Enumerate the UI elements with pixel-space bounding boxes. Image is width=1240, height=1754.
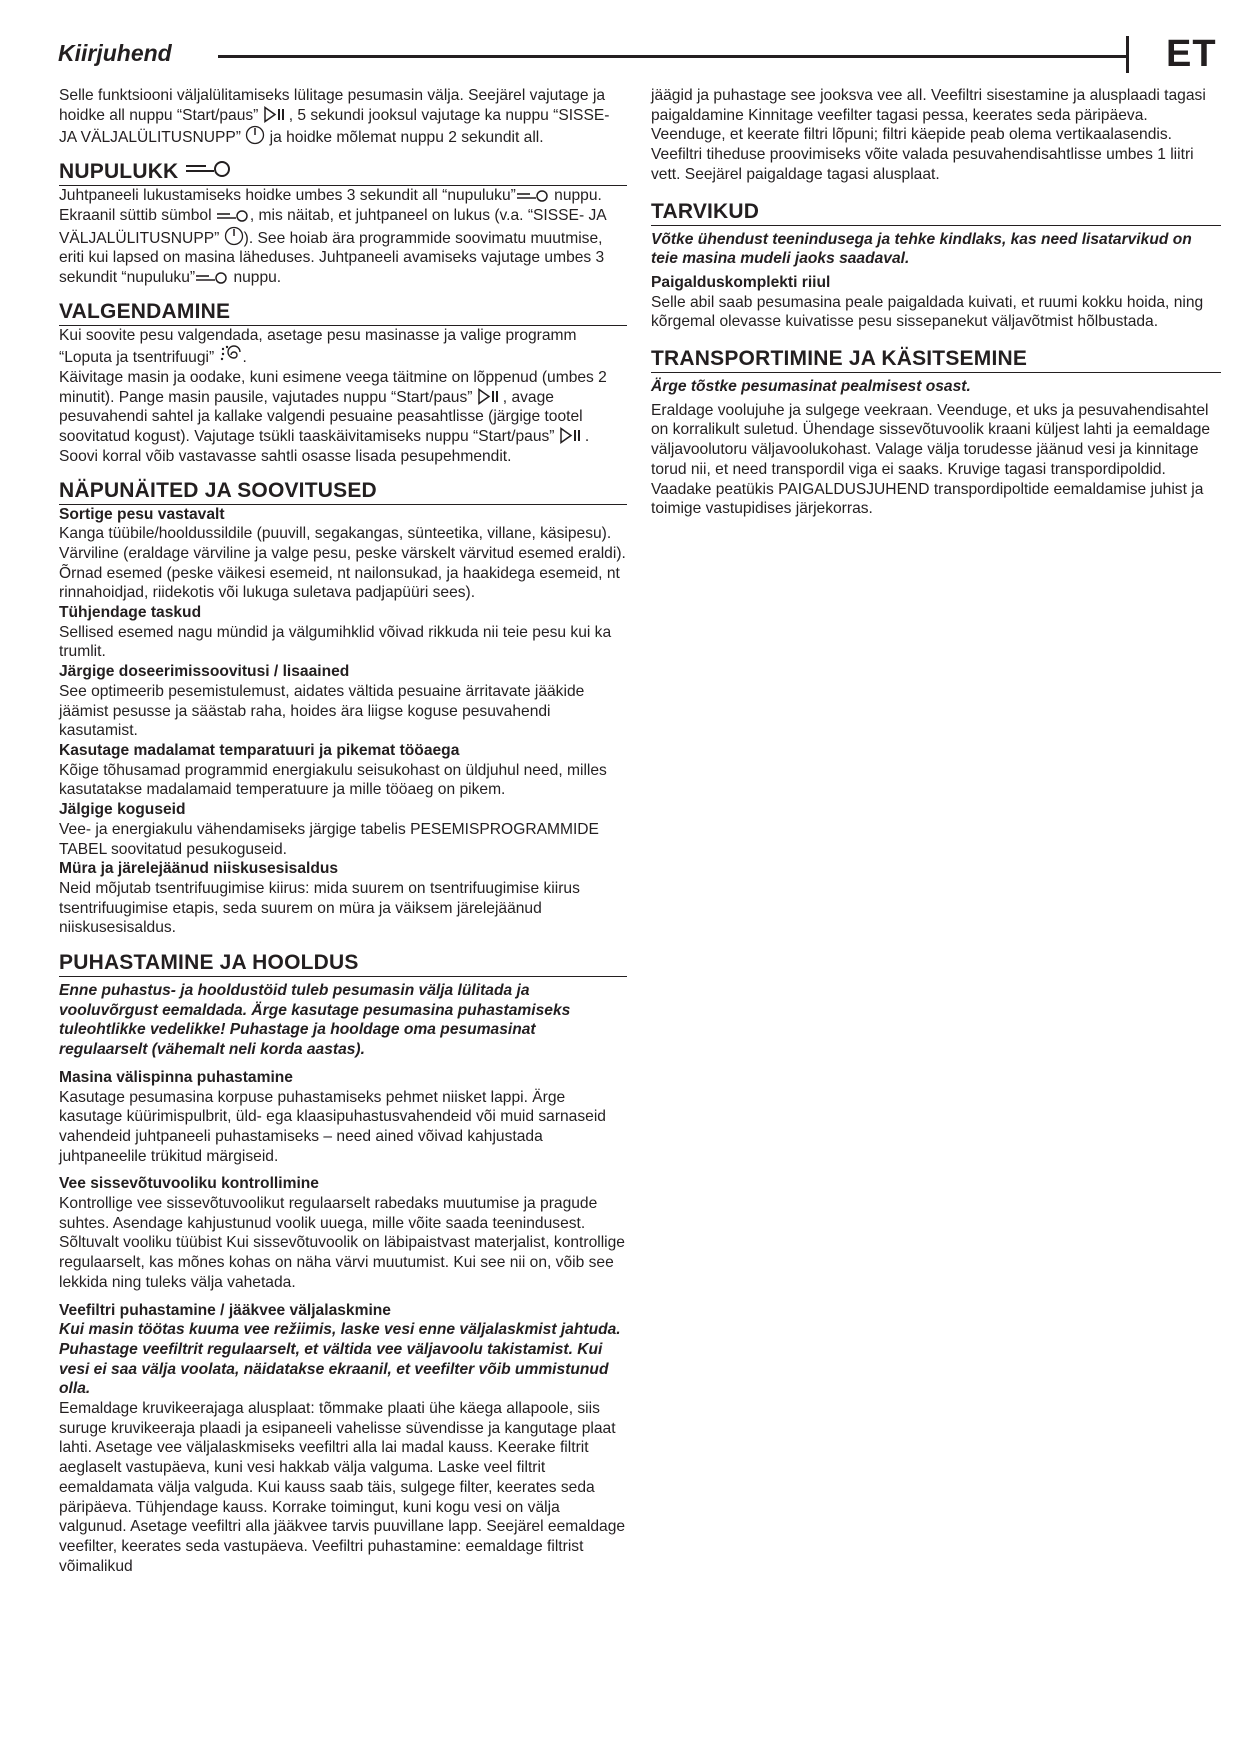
- tip-title: Kasutage madalamat temparatuuri ja pikemat tööaega: [59, 741, 460, 759]
- hose-check-text: Kontrollige vee sissevõtuvoolikut regulaarselt rabedaks muutumise ja pragude suhtes. Asendage kahjustunud voolik uuega, mille võite saada teenindusest. Sõltuvalt vooliku tüübist Kui sissevõtuvoolik on läbipaistvast materjalist, kontrollige regulaarselt, kas mõnes kohas on näha värvi muutumist. Kui see nii on, võib see lekkida ning tuleks välja vahetada.: [59, 1195, 625, 1291]
- filter-warning: Kui masin töötas kuuma vee režiimis, laske vesi enne väljalaskmist jahtuda. Puhastage veefiltrit regulaarselt, et vältida vee väljavoolu takistamist. Kui vesi ei saa välja voolata, näidatakse ekraanil, et veefilter võib ummistunud olla.: [59, 1321, 621, 1398]
- tip-text: See optimeerib pesemistulemust, aidates vältida pesuaine ärritavate jääkide jäämist pesusse ja säästab raha, hoides ära liigse koguse pesuvahendi kasutamist.: [59, 682, 585, 740]
- language-code: ET: [1166, 33, 1217, 75]
- play-pause-icon: [263, 106, 289, 123]
- stacking-kit-text: Selle abil saab pesumasina peale paigaldada kuivati, et ruumi kokku hoida, ning kõrgemal olevasse kuivatisse pesu sissepanekut väljavõtmist hõlbustada.: [651, 293, 1204, 331]
- valgendamine-paragraph-1: Kui soovite pesu valgendada, asetage pesu masinasse ja valige programm “Loputa ja tsentrifuugi” .: [59, 326, 577, 367]
- outer-cleaning-title: Masina välispinna puhastamine: [59, 1068, 293, 1086]
- section-heading-tarvikud: TARVIKUD: [651, 199, 1221, 226]
- tip-title: Müra ja järelejäänud niiskusesisaldus: [59, 860, 339, 878]
- section-heading-puhastamine: PUHASTAMINE JA HOOLDUS: [59, 950, 627, 977]
- right-column: [651, 86, 1221, 519]
- header-title: Kiirjuhend: [58, 40, 172, 66]
- key-lock-icon: [516, 189, 550, 203]
- valgendamine-paragraph-2: Käivitage masin ja oodake, kuni esimene veega täitmine on lõppenud (umbes 2 minutit). Pange masin pausile, vajutades nuppu “Start/paus” , avage pesuvahendi sahtel ja kallake valgendi pesuaine peasahtlisse (järgige tootel soovitatud kogust). Vajutage tsükli taaskäivitamiseks nuppu “Start/paus” .: [59, 369, 607, 446]
- tip-title: Jälgige koguseid: [59, 801, 186, 819]
- intro-paragraph: Selle funktsiooni väljalülitamiseks lülitage pesumasin välja. Seejärel vajutage ja hoidke all nuppu “Start/paus” , 5 sekundi jooksul vajutage ka nuppu “SISSE- JA VÄLJALÜLITUSNUPP” ja hoidke mõlemat nuppu 2 sekundit all.: [59, 87, 610, 147]
- hose-check-title: Vee sissevõtuvooliku kontrollimine: [59, 1175, 319, 1193]
- key-lock-icon: [216, 209, 250, 223]
- key-lock-icon: [184, 159, 232, 179]
- tip-text: Neid mõjutab tsentrifuugimise kiirus: mida suurem on tsentrifuugimise kiirus tsentrifuugimise etapis, seda suurem on müra ja väiksem järelejäänud niiskusesisaldus.: [59, 879, 580, 937]
- cleaning-warning: Enne puhastus- ja hooldustöid tuleb pesumasin välja lülitada ja vooluvõrgust eemaldada. Ärge kasutage pesumasina puhastamiseks tuleohtlikke vedelikke! Puhastage ja hooldage oma pesumasinat regulaarselt (vähemalt neli korda aastas).: [59, 982, 571, 1059]
- tip-title: Sortige pesu vastavalt: [59, 505, 225, 523]
- tip-text: Vee- ja energiakulu vähendamiseks järgige tabelis PESEMISPROGRAMMIDE TABEL soovitatud pesukoguseid.: [59, 820, 599, 858]
- power-icon: [245, 125, 265, 145]
- section-heading-nupulukk: NUPULUKK: [59, 159, 627, 186]
- tip-title: Järgige doseerimissoovitusi / lisaained: [59, 663, 350, 681]
- section-heading-napunaited: NÄPUNÄITED JA SOOVITUSED: [59, 478, 627, 505]
- tip-text: Kanga tüübile/hooldussildile (puuvill, segakangas, sünteetika, villane, käsipesu). Värviline (eraldage värviline ja valge pesu, peske värskelt värvitud esemed eraldi). Õrnad esemed (peske väikesi esemeid, nt nailonsukad, ja haakidega esemeid, nt rinnahoidjad, riidekotis või lukuga suletava padjapüüri sees).: [59, 525, 626, 602]
- valgendamine-paragraph-3: Soovi korral võib vastavasse sahtli osasse lisada pesupehmendit.: [59, 447, 512, 465]
- play-pause-icon: [477, 388, 503, 405]
- left-column: [59, 86, 627, 1576]
- section-heading-transport: TRANSPORTIMINE JA KÄSITSEMINE: [651, 346, 1221, 373]
- power-icon: [224, 226, 244, 246]
- filter-cleaning-text: Eemaldage kruvikeerajaga alusplaat: tõmmake plaati ühe käega allapoole, siis suruge kruvikeeraja plaadi ja esipaneeli vahelisse süvendisse ja kangutage plaat lahti. Asetage vee väljalaskmiseks veefiltri alla lai madal kauss. Keerake filtrit aeglaselt vastupäeva, kuni vesi hakkab välja valguma. Laske veel filtrit eemaldamata välja valguda. Kui kauss saab täis, sulgege filter, keerates seda päripäeva. Tühjendage kauss. Korrake toimingut, kuni kogu vesi on välja valgunud. Asetage veefiltri alla jääkvee tarvis puuvillane lapp. Seejärel eemaldage veefilter, keerates seda vastupäeva. Veefiltri puhastamine: eemaldage filtrist võimalikud: [59, 1400, 626, 1575]
- key-lock-icon: [195, 271, 229, 285]
- header-rule: [218, 55, 1128, 58]
- stacking-kit-title: Paigalduskomplekti riiul: [651, 273, 831, 291]
- section-heading-valgendamine: VALGENDAMINE: [59, 299, 627, 326]
- filter-cleaning-title: Veefiltri puhastamine / jääkvee väljalaskmine: [59, 1301, 391, 1319]
- tip-title: Tühjendage taskud: [59, 604, 202, 622]
- header-rule-end: [1126, 36, 1129, 73]
- accessories-note: Võtke ühendust teenindusega ja tehke kindlaks, kas need lisatarvikud on teie masina mudeli jaoks saadaval.: [651, 230, 1192, 268]
- filter-cleaning-continued: jäägid ja puhastage see jooksva vee all. Veefiltri sisestamine ja alusplaadi tagasi paigaldamine Kinnitage veefilter tagasi pessa, keerates seda päripäeva. Veenduge, et keerate filtri lõpuni; filtri käepide peab olema vertikaalasendis. Veefiltri tiheduse proovimiseks võite valada pesuvahendisahtlisse umbes 1 liitri vett. Seejärel paigaldage tagasi alusplaat.: [651, 87, 1206, 183]
- outer-cleaning-text: Kasutage pesumasina korpuse puhastamiseks pehmet niisket lappi. Ärge kasutage küürimispulbrit, üld- ega klaasipuhastusvahendeid või muid sarnaseid vahendeid juhtpaneeli puhastamiseks – need ained võivad kahjustada juhtpaneelile trükitud märgiseid.: [59, 1088, 606, 1165]
- rinse-spin-icon: [219, 345, 243, 365]
- transport-warning: Ärge tõstke pesumasinat pealmisest osast.: [651, 378, 971, 396]
- play-pause-icon: [559, 427, 585, 444]
- nupulukk-paragraph: Juhtpaneeli lukustamiseks hoidke umbes 3 sekundit all “nupuluku” nuppu. Ekraanil süttib sümbol , mis näitab, et juhtpaneel on lukus (v.a. “SISSE- JA VÄLJALÜLITUSNUPP” ). See hoiab ära programmide soovimatu muutmise, eriti kui lapsed on masina läheduses. Juhtpaneeli avamiseks vajutage umbes 3 sekundit “nupuluku” nuppu.: [59, 187, 606, 286]
- tip-text: Sellised esemed nagu mündid ja välgumihklid võivad rikkuda nii teie pesu kui ka trumlit.: [59, 623, 612, 661]
- tip-text: Kõige tõhusamad programmid energiakulu seisukohast on üldjuhul need, milles kasutatakse madalamaid temperatuure ja mille tööaeg on pikem.: [59, 761, 607, 799]
- transport-text: Eraldage voolujuhe ja sulgege veekraan. Veenduge, et uks ja pesuvahendisahtel on korralikult suletud. Ühendage sissevõtuvoolik kraani küljest lahti ja eemaldage väljavoolutoru väljavoolukohast. Valage välja torudesse jäänud vesi ja kinnitage torud nii, et need transpordil viga ei saaks. Kruvige tagasi transpordipoldid. Vaadake peatükis PAIGALDUSJUHEND transpordipoltide eemaldamise juhist ja toimige vastupidises järjekorras.: [651, 401, 1211, 518]
